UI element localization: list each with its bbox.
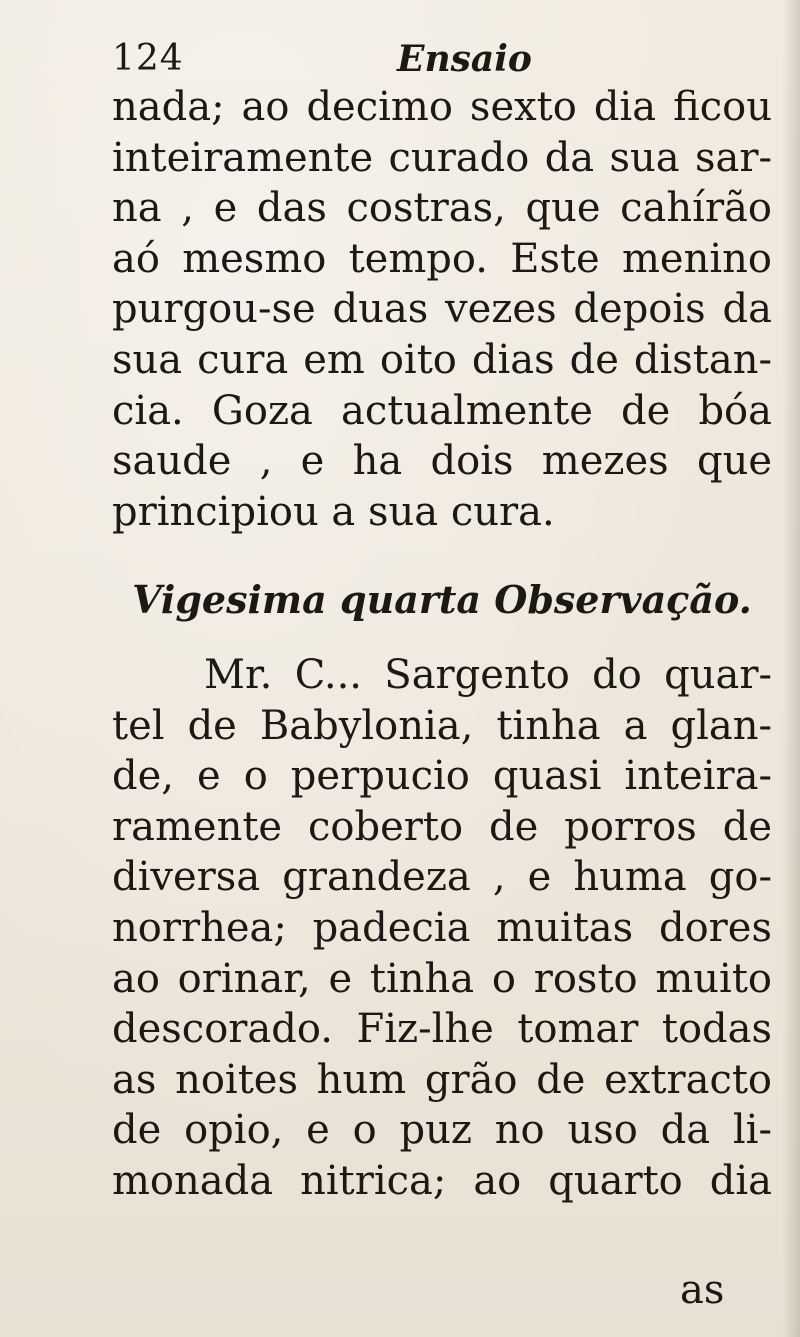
page-edge-shadow: [782, 0, 800, 1337]
text-line: de opio, e o puz no uso da li-: [112, 1107, 772, 1154]
running-head: Ensaio: [397, 38, 532, 80]
text-line: tel de Babylonia, tinha a glan-: [112, 702, 772, 749]
text-line: inteiramente curado da sua sar-: [112, 134, 772, 181]
text-line: principiou a sua cura.: [112, 488, 555, 535]
text-line: cia. Goza actualmente de bóa: [112, 387, 772, 434]
text-line: norrhea; padecia muitas dores: [112, 904, 772, 951]
page-number: 124: [112, 38, 184, 79]
body-text: [112, 82, 772, 1206]
text-line: as noites hum grão de extracto: [112, 1056, 772, 1103]
text-line: ramente coberto de porros de: [112, 803, 772, 850]
text-line: aó mesmo tempo. Este menino: [112, 235, 772, 282]
text-line: purgou-se duas vezes depois da: [112, 286, 772, 333]
text-line: Mr. C... Sargento do quar-: [204, 651, 772, 698]
text-line: na , e das costras, que cahírão: [112, 185, 772, 232]
text-line: saude , e ha dois mezes que: [112, 438, 772, 485]
text-line: ao orinar, e tinha o rosto muito: [112, 955, 772, 1002]
spacer: [112, 626, 772, 650]
text-line: diversa grandeza , e huma go-: [112, 854, 772, 901]
text-line: monada nitrica; ao quarto dia: [112, 1157, 772, 1204]
text-line: de, e o perpucio quasi inteira-: [112, 753, 772, 800]
catchword: as: [680, 1267, 725, 1313]
text-line: sua cura em oito dias de distan-: [112, 336, 772, 383]
text-line: descorado. Fiz-lhe tomar todas: [112, 1006, 772, 1053]
text-line: nada; ao decimo sexto dia ficou: [112, 84, 772, 130]
spacer: [112, 537, 772, 575]
section-heading: Vigesima quarta Observação.: [132, 577, 752, 623]
